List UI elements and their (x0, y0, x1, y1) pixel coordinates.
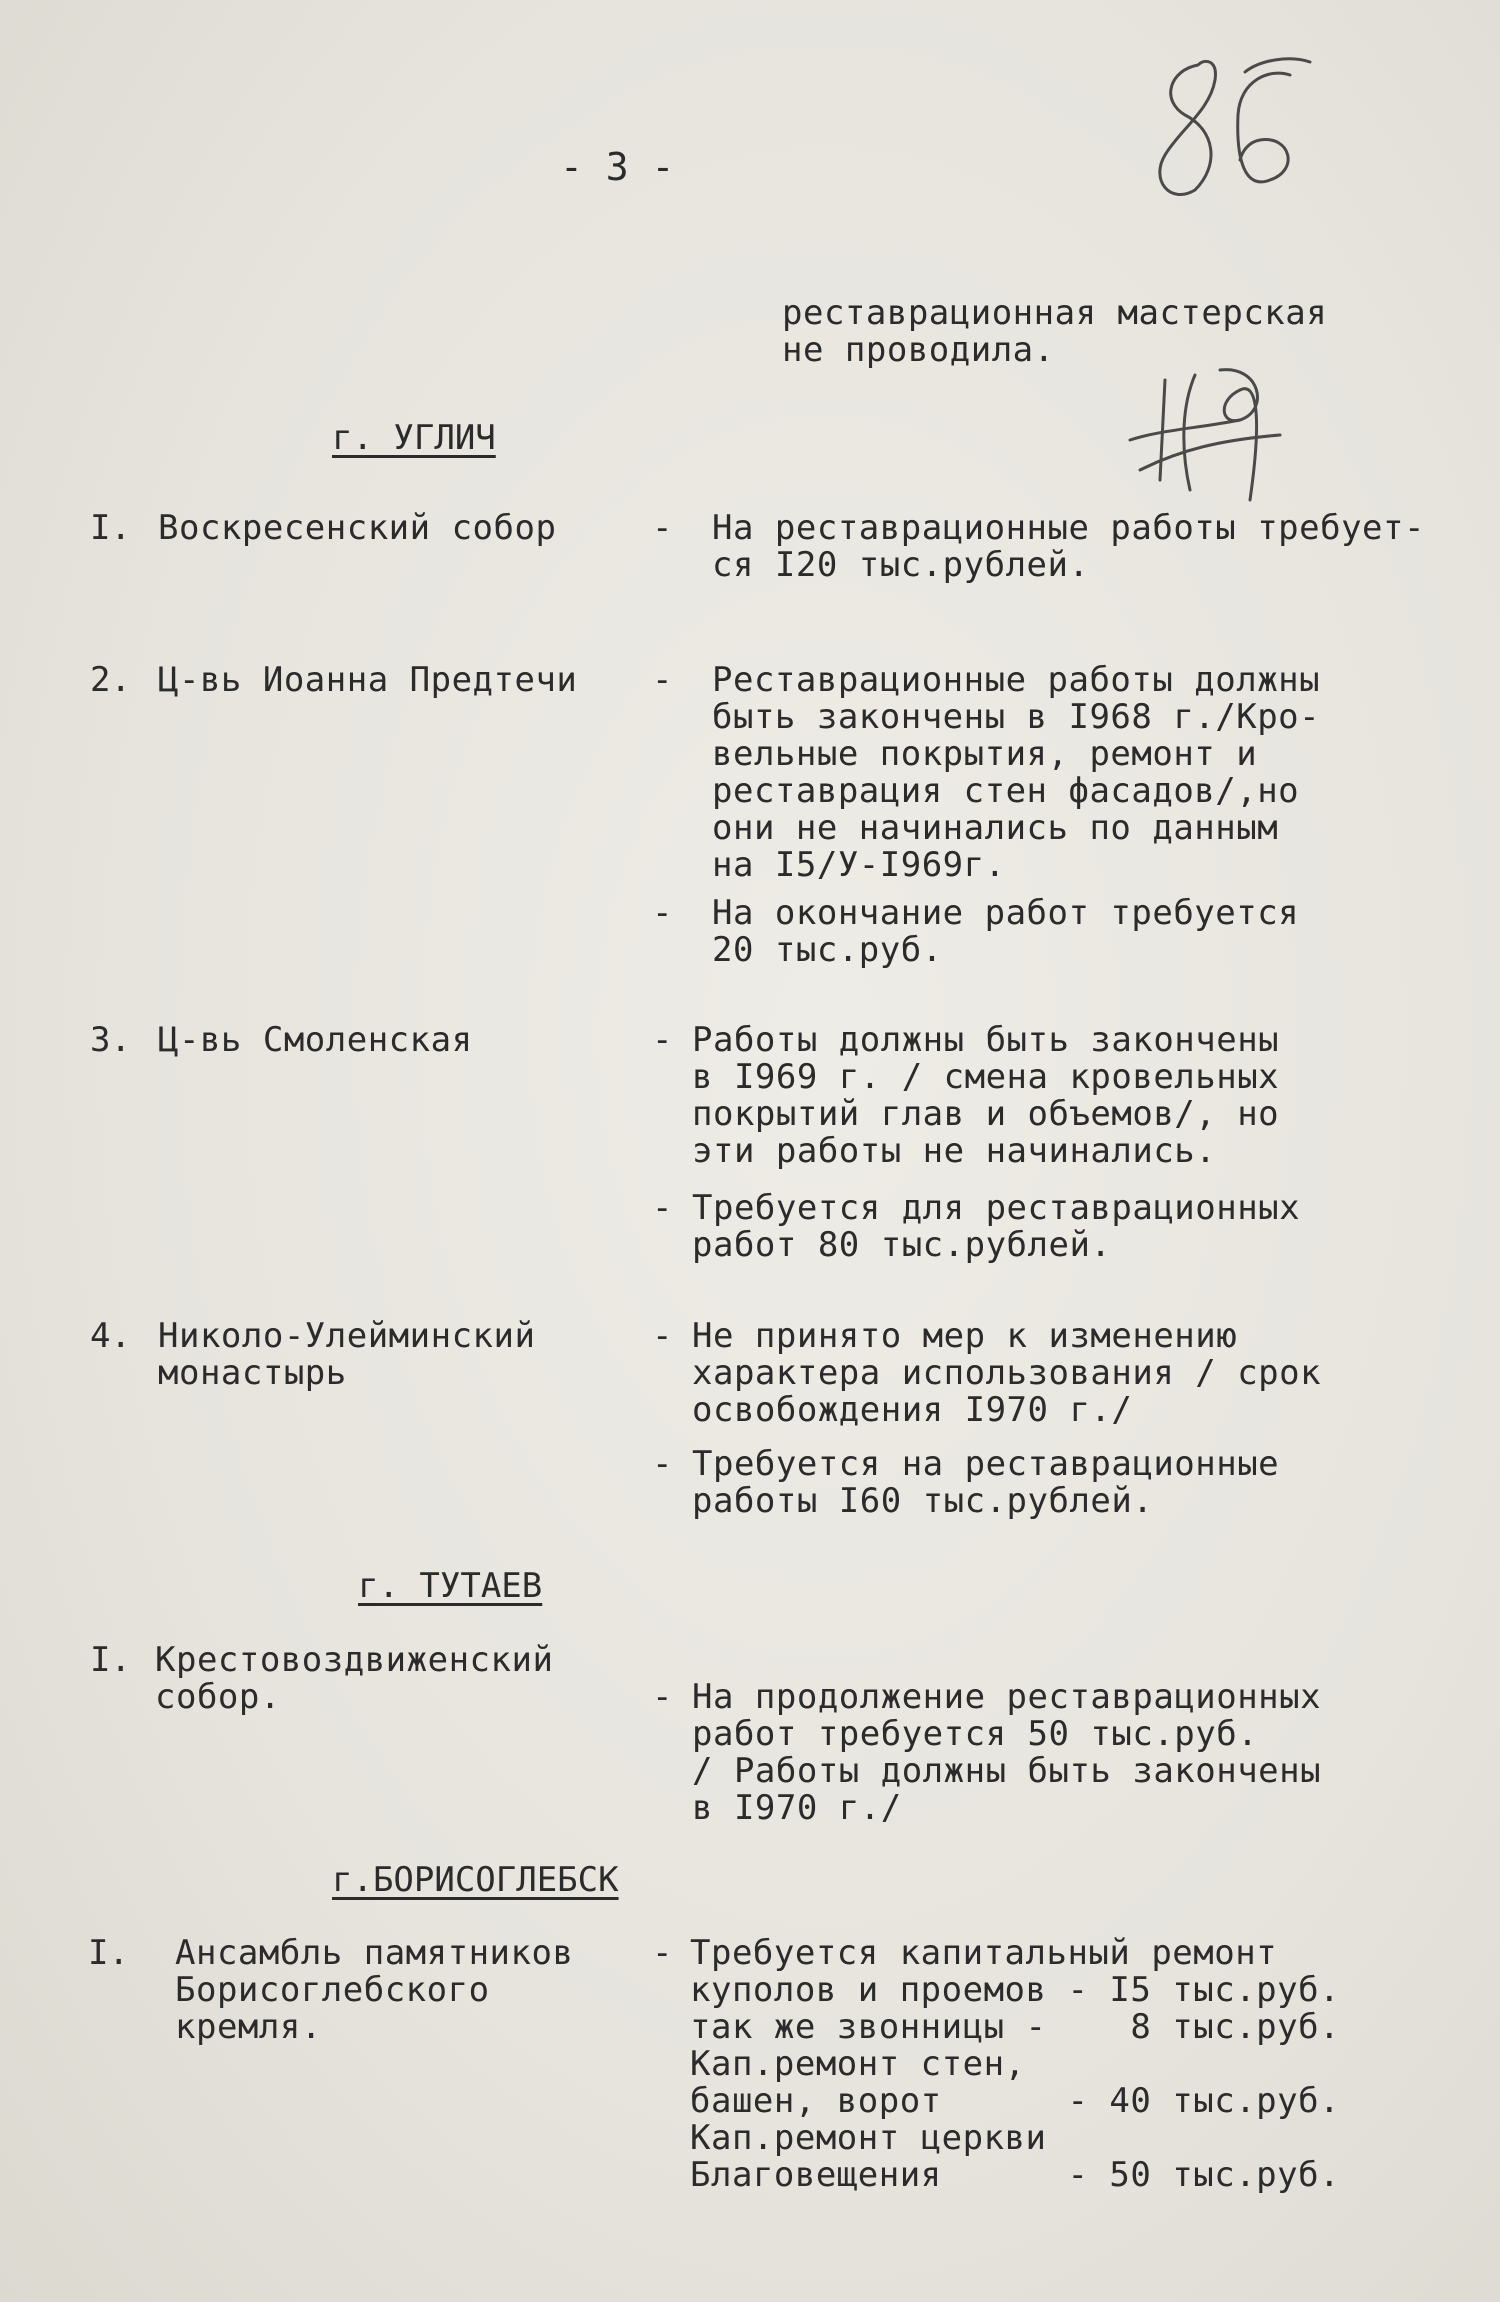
note-line: так же звонницы - 8 тыс.руб. (690, 2007, 1341, 2047)
note-line: Реставрационные работы должны (712, 660, 1321, 700)
item-name: собор. (155, 1677, 281, 1717)
item-dash: - (652, 660, 673, 700)
note-line: Работы должны быть закончены (692, 1020, 1280, 1060)
item-name: Крестовоздвиженский (155, 1640, 554, 1680)
item-name: кремля. (175, 2007, 322, 2047)
item-name: Ц-вь Иоанна Предтечи (158, 660, 578, 700)
note-line: они не начинались по данным (712, 808, 1279, 848)
item-dash: - (652, 1444, 673, 1484)
note-line: башен, ворот - 40 тыс.руб. (690, 2081, 1341, 2121)
note-line: в I970 г./ (692, 1788, 902, 1828)
note-line: быть закончены в I968 г./Кро- (712, 697, 1321, 737)
note-line: Требуется на реставрационные (692, 1444, 1280, 1484)
item-name: Ц-вь Смоленская (158, 1020, 473, 1060)
note-line: на I5/У-I969г. (712, 845, 1006, 885)
item-name: Ансамбль памятников (175, 1933, 574, 1973)
note-line: работы I60 тыс.рублей. (692, 1481, 1154, 1521)
item-dash: - (652, 1677, 673, 1717)
note-line: характера использования / срок (692, 1353, 1322, 1393)
note-line: эти работы не начинались. (692, 1131, 1217, 1171)
note-line: Требуется капитальный ремонт (690, 1933, 1278, 1973)
note-line: в I969 г. / смена кровельных (692, 1057, 1280, 1097)
intro-line: реставрационная мастерская (782, 293, 1328, 333)
note-line: На реставрационные работы требует- (712, 508, 1425, 548)
note-line: Благовещения - 50 тыс.руб. (690, 2155, 1341, 2195)
note-line: Требуется для реставрационных (692, 1188, 1301, 1228)
item-number: 2. (90, 660, 131, 700)
item-number: 3. (90, 1020, 131, 1060)
note-line: куполов и проемов - I5 тыс.руб. (690, 1970, 1341, 2010)
item-name: Николо-Улейминский (158, 1316, 536, 1356)
note-line: Кап.ремонт стен, (690, 2044, 1026, 2084)
note-line: работ требуется 50 тыс.руб. (692, 1714, 1259, 1754)
item-dash: - (652, 1188, 673, 1228)
item-dash: - (652, 1933, 673, 1973)
item-dash: - (652, 1020, 673, 1060)
note-line: работ 80 тыс.рублей. (692, 1225, 1112, 1265)
note-line: / Работы должны быть закончены (692, 1751, 1322, 1791)
section-heading: г. ТУТАЕВ (358, 1566, 543, 1606)
note-line: ся I20 тыс.рублей. (712, 545, 1090, 585)
item-number: I. (90, 1640, 131, 1680)
bleed-through (700, 255, 1259, 293)
note-line: Кап.ремонт церкви (690, 2118, 1047, 2158)
item-dash: - (652, 508, 673, 548)
item-number: I. (90, 508, 131, 548)
item-number: 4. (90, 1316, 131, 1356)
item-name: Воскресенский собор (158, 508, 557, 548)
item-dash: - (652, 1316, 673, 1356)
note-line: покрытий глав и объемов/, но (692, 1094, 1280, 1134)
handwritten-number (1140, 40, 1320, 210)
section-heading: г. УГЛИЧ (332, 418, 496, 458)
note-line: На продолжение реставрационных (692, 1677, 1322, 1717)
item-number: I. (88, 1933, 129, 1973)
intro-line: не проводила. (782, 330, 1055, 370)
item-name: Борисоглебского (175, 1970, 490, 2010)
note-line: На окончание работ требуется (712, 893, 1300, 933)
note-line: 20 тыс.руб. (712, 930, 943, 970)
handwritten-signature (1110, 350, 1310, 510)
note-line: освобождения I970 г./ (692, 1390, 1133, 1430)
note-line: реставрация стен фасадов/,но (712, 771, 1300, 811)
note-line: вельные покрытия, ремонт и (712, 734, 1258, 774)
item-name: монастырь (158, 1353, 347, 1393)
page-number: - 3 - (560, 145, 675, 189)
item-dash: - (652, 893, 673, 933)
note-line: Не принято мер к изменению (692, 1316, 1238, 1356)
section-heading: г.БОРИСОГЛЕБСК (332, 1860, 619, 1900)
